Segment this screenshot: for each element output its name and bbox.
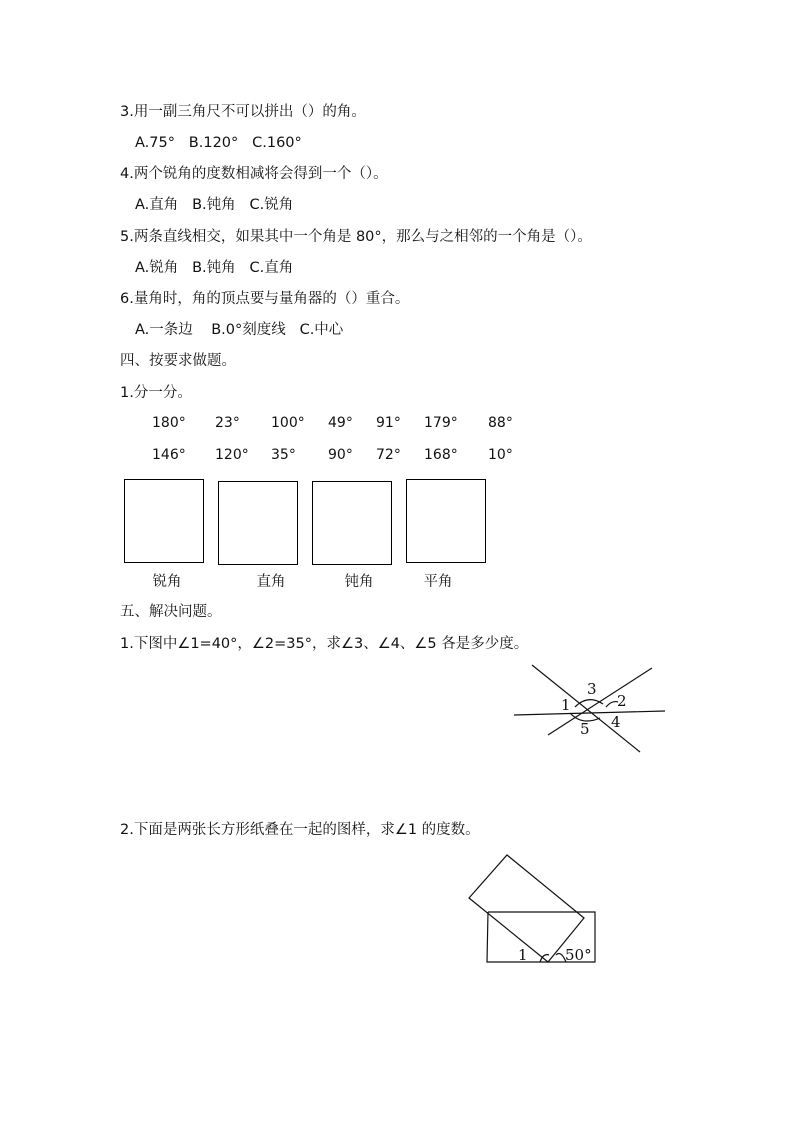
angle-value: 90° xyxy=(328,447,353,463)
q5-options: A.锐角 B.钝角 C.直角 xyxy=(135,260,294,276)
figure1-label-3: 3 xyxy=(587,680,597,698)
section5-q2: 2.下面是两张长方形纸叠在一起的图样，求∠1 的度数。 xyxy=(120,822,480,838)
figure2-angle-label: 1 xyxy=(518,946,528,964)
angle-value: 120° xyxy=(215,447,249,463)
box-label-acute: 锐角 xyxy=(152,574,182,590)
angle-value: 49° xyxy=(328,415,353,431)
angle-value: 91° xyxy=(376,415,401,431)
figure2-given-angle: 50° xyxy=(565,946,592,964)
q6-stem: 6.量角时，角的顶点要与量角器的（）重合。 xyxy=(120,291,410,307)
q4-stem: 4.两个锐角的度数相减将会得到一个（）。 xyxy=(120,166,388,182)
figure1-label-2: 2 xyxy=(617,692,627,710)
section4-q1: 1.分一分。 xyxy=(120,385,192,401)
q3-stem: 3.用一副三角尺不可以拼出（）的角。 xyxy=(120,104,366,120)
section4-title: 四、按要求做题。 xyxy=(120,353,236,369)
box-straight[interactable] xyxy=(406,479,486,563)
q4-options: A.直角 B.钝角 C.锐角 xyxy=(135,197,294,213)
figure1-label-5: 5 xyxy=(580,720,590,738)
angle-value: 88° xyxy=(488,415,513,431)
figure1-label-4: 4 xyxy=(611,713,621,731)
figure1-label-1: 1 xyxy=(561,696,571,714)
figure-overlapping-rectangles xyxy=(469,855,595,962)
angle-value: 146° xyxy=(152,447,186,463)
box-label-obtuse: 钝角 xyxy=(344,574,374,590)
angle-value: 168° xyxy=(424,447,458,463)
box-label-right: 直角 xyxy=(256,574,286,590)
angle-value: 35° xyxy=(271,447,296,463)
angle-value: 23° xyxy=(215,415,240,431)
box-obtuse[interactable] xyxy=(312,481,392,565)
angle-value: 179° xyxy=(424,415,458,431)
q3-options: A.75° B.120° C.160° xyxy=(135,135,302,151)
section5-q1: 1.下图中∠1=40°，∠2=35°，求∠3、∠4、∠5 各是多少度。 xyxy=(120,636,529,652)
angle-value: 72° xyxy=(376,447,401,463)
q6-options: A.一条边 B.0°刻度线 C.中心 xyxy=(135,322,344,338)
box-right[interactable] xyxy=(218,481,298,565)
box-label-straight: 平角 xyxy=(423,574,453,590)
angle-value: 10° xyxy=(488,447,513,463)
angle-value: 100° xyxy=(271,415,305,431)
section5-title: 五、解决问题。 xyxy=(120,604,222,620)
q5-stem: 5.两条直线相交，如果其中一个角是 80°，那么与之相邻的一个角是（）。 xyxy=(120,229,592,245)
angle-value: 180° xyxy=(152,415,186,431)
box-acute[interactable] xyxy=(124,479,204,563)
